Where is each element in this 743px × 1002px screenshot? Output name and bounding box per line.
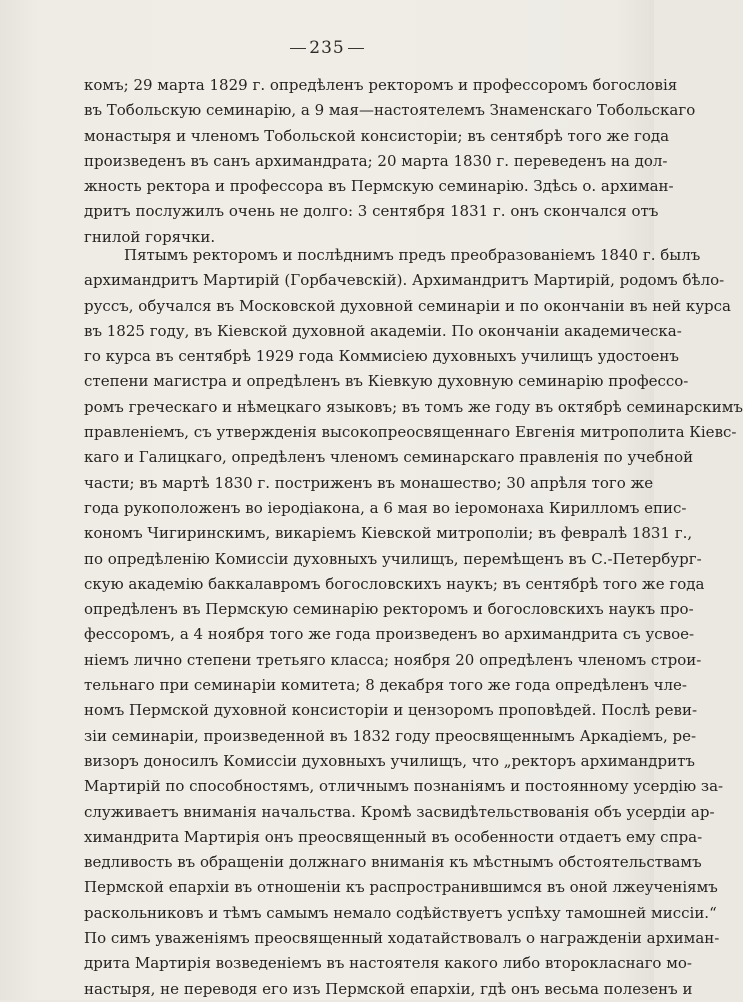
- text-line: части; въ мартѣ 1830 г. постриженъ въ монашество; 30 апрѣля того же: [84, 473, 654, 492]
- text-line: въ Тобольскую семинарію, а 9 мая—настоятелемъ Знаменскаго Тобольскаго: [84, 101, 696, 120]
- text-line: Пятымъ ректоромъ и послѣднимъ предъ преобразованіемъ 1840 г. былъ: [124, 246, 701, 264]
- text-line: опредѣленъ въ Пермскую семинарію ректоромъ и богословскихъ наукъ про-: [84, 600, 694, 619]
- text-line: скую академію баккалавромъ богословскихъ наукъ; въ сентябрѣ того же года: [84, 574, 705, 593]
- paragraph-1: [84, 73, 696, 250]
- text-line: по опредѣленію Комиссіи духовныхъ училищъ, перемѣщенъ въ С.-Петербург-: [84, 549, 702, 568]
- text-line: степени магистра и опредѣленъ въ Кіевкую духовную семинарію профессо-: [84, 372, 689, 391]
- text-line: комъ; 29 марта 1829 г. опредѣленъ ректоромъ и профессоромъ богословія: [84, 76, 678, 94]
- text-line: Мартирій по способностямъ, отличнымъ познаніямъ и постоянному усердію за-: [84, 777, 724, 796]
- page-number-dash-left: [290, 48, 306, 50]
- page-number: [0, 38, 654, 58]
- text-line: фессоромъ, а 4 ноября того же года произведенъ во архимандрита съ усвое-: [84, 625, 695, 644]
- text-line: монастыря и членомъ Тобольской консисторіи; въ сентябрѣ того же года: [84, 126, 670, 145]
- text-line: Пермской епархіи въ отношеніи къ распространившимся въ оной лжеученіямъ: [84, 878, 718, 897]
- paragraph-2: [84, 243, 743, 1002]
- text-line: По симъ уваженіямъ преосвященный ходатайствовалъ о награжденіи архиман-: [84, 929, 720, 948]
- text-line: гнилой горячки.: [84, 227, 216, 246]
- text-line: служиваетъ вниманія начальства. Кромѣ засвидѣтельствованія объ усердіи ар-: [84, 802, 715, 821]
- text-line: номъ Пермской духовной консисторіи и цензоромъ проповѣдей. Послѣ реви-: [84, 701, 698, 720]
- text-line: химандрита Мартирія онъ преосвященный въ особенности отдаетъ ему спра-: [84, 827, 703, 846]
- text-line: архимандритъ Мартирій (Горбачевскій). Архимандритъ Мартирій, родомъ бѣло-: [84, 271, 725, 290]
- text-line: зіи семинаріи, произведенной въ 1832 году преосвященнымъ Аркадіемъ, ре-: [84, 726, 697, 745]
- text-line: раскольниковъ и тѣмъ самымъ немало содѣйствуетъ успѣху тамошней миссіи.“: [84, 903, 717, 922]
- text-line: дритъ послужилъ очень не долго: 3 сентября 1831 г. онъ скончался отъ: [84, 202, 659, 221]
- text-line: жность ректора и профессора въ Пермскую семинарію. Здѣсь о. архиман-: [84, 177, 674, 196]
- text-line: кономъ Чигиринскимъ, викаріемъ Кіевской митрополіи; въ февралѣ 1831 г.,: [84, 524, 693, 543]
- page-number-value: 235: [309, 38, 345, 58]
- text-line: руссъ, обучался въ Московской духовной семинаріи и по окончаніи въ ней курса: [84, 296, 731, 315]
- text-line: ромъ греческаго и нѣмецкаго языковъ; въ томъ же году въ октябрѣ семинарскимъ: [84, 397, 743, 416]
- text-line: года рукоположенъ во іеродіакона, а 6 мая во іеромонаха Кирилломъ епис-: [84, 498, 687, 517]
- text-line: произведенъ въ санъ архимандрата; 20 марта 1830 г. переведенъ на дол-: [84, 151, 668, 170]
- text-line: въ 1825 году, въ Кіевской духовной академіи. По окончаніи академическа-: [84, 321, 682, 340]
- text-line: правленіемъ, съ утвержденія высокопреосвященнаго Евгенія митрополита Кіевс-: [84, 423, 737, 442]
- text-line: визоръ доносилъ Комиссіи духовныхъ училищъ, что „ректоръ архимандритъ: [84, 751, 695, 770]
- text-line: ведливость въ обращеніи должнаго вниманія къ мѣстнымъ обстоятельствамъ: [84, 853, 702, 872]
- text-line: тельнаго при семинаріи комитета; 8 декабря того же года опредѣленъ чле-: [84, 676, 687, 695]
- text-line: дрита Мартирія возведеніемъ въ настоятеля какого либо второкласнаго мо-: [84, 954, 692, 973]
- text-line: каго и Галицкаго, опредѣленъ членомъ семинарскаго правленія по учебной: [84, 448, 694, 467]
- text-line: ніемъ лично степени третьяго класса; ноября 20 опредѣленъ членомъ строи-: [84, 650, 702, 669]
- page-number-dash-right: [348, 48, 364, 50]
- text-line: го курса въ сентябрѣ 1929 года Коммисіею духовныхъ училищъ удостоенъ: [84, 347, 679, 366]
- text-line: настыря, не переводя его изъ Пермской епархіи, гдѣ онъ весьма полезенъ и: [84, 979, 693, 998]
